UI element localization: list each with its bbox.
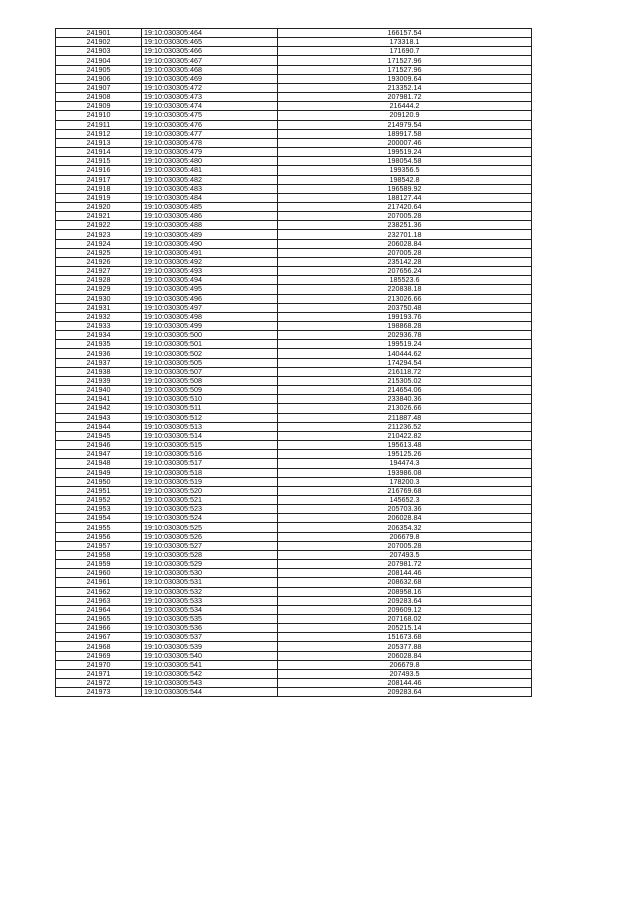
row-number-cell: 241963 (56, 596, 142, 605)
row-number-cell: 241904 (56, 56, 142, 65)
value-cell: 216118.72 (278, 367, 532, 376)
row-number-cell: 241933 (56, 322, 142, 331)
value-cell: 213026.66 (278, 404, 532, 413)
value-cell: 200007.46 (278, 138, 532, 147)
table-row (56, 175, 532, 184)
cadastral-number-cell: 19:10:030305:468 (142, 65, 278, 74)
cadastral-number-cell: 19:10:030305:478 (142, 138, 278, 147)
cadastral-number-cell: 19:10:030305:469 (142, 74, 278, 83)
cadastral-number-cell: 19:10:030305:481 (142, 166, 278, 175)
value-cell: 211236.52 (278, 422, 532, 431)
value-cell: 209283.64 (278, 688, 532, 697)
table-row (56, 441, 532, 450)
cadastral-number-cell: 19:10:030305:489 (142, 230, 278, 239)
value-cell: 174294.54 (278, 358, 532, 367)
table-row (56, 633, 532, 642)
value-cell: 215305.02 (278, 376, 532, 385)
cadastral-number-cell: 19:10:030305:480 (142, 157, 278, 166)
row-number-cell: 241969 (56, 651, 142, 660)
value-cell: 232701.18 (278, 230, 532, 239)
value-cell: 198868.28 (278, 322, 532, 331)
cadastral-number-cell: 19:10:030305:484 (142, 193, 278, 202)
value-cell: 208144.46 (278, 679, 532, 688)
row-number-cell: 241920 (56, 202, 142, 211)
row-number-cell: 241931 (56, 303, 142, 312)
row-number-cell: 241901 (56, 29, 142, 38)
cadastral-number-cell: 19:10:030305:512 (142, 413, 278, 422)
row-number-cell: 241915 (56, 157, 142, 166)
table-row (56, 138, 532, 147)
value-cell: 217420.64 (278, 202, 532, 211)
row-number-cell: 241949 (56, 468, 142, 477)
value-cell: 213352.14 (278, 83, 532, 92)
value-cell: 194474.3 (278, 459, 532, 468)
row-number-cell: 241950 (56, 477, 142, 486)
cadastral-number-cell: 19:10:030305:491 (142, 248, 278, 257)
table-row (56, 148, 532, 157)
value-cell: 203750.48 (278, 303, 532, 312)
table-row (56, 596, 532, 605)
row-number-cell: 241942 (56, 404, 142, 413)
cadastral-number-cell: 19:10:030305:466 (142, 47, 278, 56)
cadastral-number-cell: 19:10:030305:520 (142, 486, 278, 495)
row-number-cell: 241930 (56, 294, 142, 303)
cadastral-number-cell: 19:10:030305:543 (142, 679, 278, 688)
value-cell: 171527.96 (278, 56, 532, 65)
value-cell: 195613.48 (278, 441, 532, 450)
value-cell: 196589.92 (278, 184, 532, 193)
cadastral-number-cell: 19:10:030305:528 (142, 550, 278, 559)
value-cell: 171690.7 (278, 47, 532, 56)
row-number-cell: 241926 (56, 257, 142, 266)
cadastral-number-cell: 19:10:030305:513 (142, 422, 278, 431)
cadastral-number-cell: 19:10:030305:530 (142, 569, 278, 578)
table-row (56, 477, 532, 486)
cadastral-number-cell: 19:10:030305:476 (142, 120, 278, 129)
cadastral-number-cell: 19:10:030305:542 (142, 669, 278, 678)
row-number-cell: 241925 (56, 248, 142, 257)
table-row (56, 349, 532, 358)
value-cell: 205377.88 (278, 642, 532, 651)
table-row (56, 578, 532, 587)
row-number-cell: 241951 (56, 486, 142, 495)
row-number-cell: 241908 (56, 93, 142, 102)
table-row (56, 111, 532, 120)
value-cell: 214979.54 (278, 120, 532, 129)
table-row (56, 367, 532, 376)
table-row (56, 505, 532, 514)
value-cell: 220838.18 (278, 285, 532, 294)
row-number-cell: 241946 (56, 441, 142, 450)
cadastral-number-cell: 19:10:030305:485 (142, 202, 278, 211)
table-row (56, 312, 532, 321)
value-cell: 185523.6 (278, 276, 532, 285)
table-row (56, 376, 532, 385)
cadastral-number-cell: 19:10:030305:501 (142, 340, 278, 349)
row-number-cell: 241962 (56, 587, 142, 596)
cadastral-number-cell: 19:10:030305:496 (142, 294, 278, 303)
row-number-cell: 241956 (56, 532, 142, 541)
cadastral-number-cell: 19:10:030305:516 (142, 450, 278, 459)
row-number-cell: 241955 (56, 523, 142, 532)
cadastral-number-cell: 19:10:030305:515 (142, 441, 278, 450)
row-number-cell: 241912 (56, 129, 142, 138)
table-row (56, 102, 532, 111)
table-row (56, 431, 532, 440)
table-row (56, 514, 532, 523)
row-number-cell: 241903 (56, 47, 142, 56)
row-number-cell: 241932 (56, 312, 142, 321)
table-row (56, 56, 532, 65)
table-row (56, 303, 532, 312)
row-number-cell: 241919 (56, 193, 142, 202)
table-body (56, 29, 532, 697)
value-cell: 208958.16 (278, 587, 532, 596)
cadastral-number-cell: 19:10:030305:539 (142, 642, 278, 651)
cadastral-number-cell: 19:10:030305:475 (142, 111, 278, 120)
cadastral-number-cell: 19:10:030305:483 (142, 184, 278, 193)
value-cell: 207981.72 (278, 560, 532, 569)
row-number-cell: 241924 (56, 239, 142, 248)
table-row (56, 74, 532, 83)
table-row (56, 184, 532, 193)
value-cell: 207005.28 (278, 248, 532, 257)
table-row (56, 587, 532, 596)
cadastral-number-cell: 19:10:030305:525 (142, 523, 278, 532)
row-number-cell: 241940 (56, 386, 142, 395)
value-cell: 209609.12 (278, 605, 532, 614)
table-row (56, 560, 532, 569)
cadastral-number-cell: 19:10:030305:514 (142, 431, 278, 440)
value-cell: 207493.5 (278, 550, 532, 559)
table-row (56, 605, 532, 614)
cadastral-number-cell: 19:10:030305:473 (142, 93, 278, 102)
row-number-cell: 241954 (56, 514, 142, 523)
cadastral-number-cell: 19:10:030305:502 (142, 349, 278, 358)
cadastral-number-cell: 19:10:030305:532 (142, 587, 278, 596)
value-cell: 193009.64 (278, 74, 532, 83)
cadastral-number-cell: 19:10:030305:472 (142, 83, 278, 92)
table-row (56, 523, 532, 532)
value-cell: 207656.24 (278, 267, 532, 276)
cadastral-number-cell: 19:10:030305:497 (142, 303, 278, 312)
row-number-cell: 241960 (56, 569, 142, 578)
table-row (56, 331, 532, 340)
row-number-cell: 241928 (56, 276, 142, 285)
row-number-cell: 241905 (56, 65, 142, 74)
table-row (56, 688, 532, 697)
value-cell: 205215.14 (278, 624, 532, 633)
row-number-cell: 241958 (56, 550, 142, 559)
row-number-cell: 241944 (56, 422, 142, 431)
value-cell: 209120.9 (278, 111, 532, 120)
table-row (56, 248, 532, 257)
row-number-cell: 241961 (56, 578, 142, 587)
row-number-cell: 241952 (56, 495, 142, 504)
row-number-cell: 241968 (56, 642, 142, 651)
cadastral-number-cell: 19:10:030305:531 (142, 578, 278, 587)
row-number-cell: 241948 (56, 459, 142, 468)
table-row (56, 65, 532, 74)
table-row (56, 93, 532, 102)
row-number-cell: 241916 (56, 166, 142, 175)
value-cell: 140444.62 (278, 349, 532, 358)
cadastral-number-cell: 19:10:030305:465 (142, 38, 278, 47)
table-row (56, 550, 532, 559)
table-row (56, 230, 532, 239)
row-number-cell: 241964 (56, 605, 142, 614)
cadastral-number-cell: 19:10:030305:508 (142, 376, 278, 385)
value-cell: 151673.68 (278, 633, 532, 642)
cadastral-number-cell: 19:10:030305:488 (142, 221, 278, 230)
cadastral-number-cell: 19:10:030305:534 (142, 605, 278, 614)
value-cell: 214654.06 (278, 386, 532, 395)
row-number-cell: 241947 (56, 450, 142, 459)
row-number-cell: 241939 (56, 376, 142, 385)
cadastral-number-cell: 19:10:030305:494 (142, 276, 278, 285)
row-number-cell: 241936 (56, 349, 142, 358)
table-row (56, 120, 532, 129)
value-cell: 206028.84 (278, 239, 532, 248)
table-row (56, 624, 532, 633)
value-cell: 235142.28 (278, 257, 532, 266)
table-row (56, 285, 532, 294)
data-table (55, 28, 532, 697)
value-cell: 207005.28 (278, 541, 532, 550)
row-number-cell: 241937 (56, 358, 142, 367)
value-cell: 233840.36 (278, 395, 532, 404)
table-row (56, 413, 532, 422)
cadastral-number-cell: 19:10:030305:517 (142, 459, 278, 468)
value-cell: 199519.24 (278, 148, 532, 157)
row-number-cell: 241973 (56, 688, 142, 697)
table-row (56, 257, 532, 266)
cadastral-number-cell: 19:10:030305:544 (142, 688, 278, 697)
table-row (56, 679, 532, 688)
cadastral-number-cell: 19:10:030305:474 (142, 102, 278, 111)
cadastral-number-cell: 19:10:030305:482 (142, 175, 278, 184)
row-number-cell: 241945 (56, 431, 142, 440)
table-row (56, 83, 532, 92)
cadastral-number-cell: 19:10:030305:523 (142, 505, 278, 514)
value-cell: 198054.58 (278, 157, 532, 166)
value-cell: 207493.5 (278, 669, 532, 678)
row-number-cell: 241957 (56, 541, 142, 550)
row-number-cell: 241911 (56, 120, 142, 129)
table-row (56, 221, 532, 230)
table-row (56, 340, 532, 349)
row-number-cell: 241921 (56, 212, 142, 221)
row-number-cell: 241906 (56, 74, 142, 83)
row-number-cell: 241953 (56, 505, 142, 514)
table-row (56, 395, 532, 404)
row-number-cell: 241965 (56, 615, 142, 624)
cadastral-number-cell: 19:10:030305:529 (142, 560, 278, 569)
row-number-cell: 241917 (56, 175, 142, 184)
row-number-cell: 241923 (56, 230, 142, 239)
table-row (56, 422, 532, 431)
cadastral-number-cell: 19:10:030305:493 (142, 267, 278, 276)
table-row (56, 468, 532, 477)
cadastral-number-cell: 19:10:030305:490 (142, 239, 278, 248)
value-cell: 206028.84 (278, 651, 532, 660)
table-row (56, 651, 532, 660)
row-number-cell: 241970 (56, 660, 142, 669)
value-cell: 216444.2 (278, 102, 532, 111)
table-row (56, 322, 532, 331)
row-number-cell: 241938 (56, 367, 142, 376)
value-cell: 213026.66 (278, 294, 532, 303)
value-cell: 206354.32 (278, 523, 532, 532)
table-row (56, 276, 532, 285)
cadastral-number-cell: 19:10:030305:499 (142, 322, 278, 331)
value-cell: 206028.84 (278, 514, 532, 523)
table-row (56, 450, 532, 459)
value-cell: 189917.58 (278, 129, 532, 138)
cadastral-number-cell: 19:10:030305:527 (142, 541, 278, 550)
cadastral-number-cell: 19:10:030305:505 (142, 358, 278, 367)
cadastral-number-cell: 19:10:030305:498 (142, 312, 278, 321)
table-row (56, 615, 532, 624)
table-row (56, 660, 532, 669)
cadastral-number-cell: 19:10:030305:467 (142, 56, 278, 65)
cadastral-number-cell: 19:10:030305:518 (142, 468, 278, 477)
value-cell: 207005.28 (278, 212, 532, 221)
row-number-cell: 241909 (56, 102, 142, 111)
row-number-cell: 241918 (56, 184, 142, 193)
value-cell: 195125.26 (278, 450, 532, 459)
table-row (56, 358, 532, 367)
table-row (56, 47, 532, 56)
row-number-cell: 241943 (56, 413, 142, 422)
value-cell: 205703.36 (278, 505, 532, 514)
row-number-cell: 241922 (56, 221, 142, 230)
cadastral-number-cell: 19:10:030305:495 (142, 285, 278, 294)
value-cell: 178200.3 (278, 477, 532, 486)
value-cell: 199193.76 (278, 312, 532, 321)
table-row (56, 29, 532, 38)
cadastral-number-cell: 19:10:030305:464 (142, 29, 278, 38)
cadastral-number-cell: 19:10:030305:533 (142, 596, 278, 605)
table-row (56, 386, 532, 395)
cadastral-number-cell: 19:10:030305:519 (142, 477, 278, 486)
row-number-cell: 241927 (56, 267, 142, 276)
table-row (56, 239, 532, 248)
table-row (56, 267, 532, 276)
value-cell: 199519.24 (278, 340, 532, 349)
value-cell: 209283.64 (278, 596, 532, 605)
row-number-cell: 241941 (56, 395, 142, 404)
cadastral-number-cell: 19:10:030305:486 (142, 212, 278, 221)
value-cell: 207168.02 (278, 615, 532, 624)
value-cell: 210422.82 (278, 431, 532, 440)
row-number-cell: 241971 (56, 669, 142, 678)
cadastral-number-cell: 19:10:030305:537 (142, 633, 278, 642)
table-row (56, 404, 532, 413)
cadastral-number-cell: 19:10:030305:500 (142, 331, 278, 340)
table-row (56, 166, 532, 175)
table-row (56, 495, 532, 504)
table-row (56, 459, 532, 468)
cadastral-number-cell: 19:10:030305:521 (142, 495, 278, 504)
row-number-cell: 241934 (56, 331, 142, 340)
row-number-cell: 241966 (56, 624, 142, 633)
value-cell: 193986.08 (278, 468, 532, 477)
value-cell: 207981.72 (278, 93, 532, 102)
cadastral-number-cell: 19:10:030305:526 (142, 532, 278, 541)
cadastral-number-cell: 19:10:030305:509 (142, 386, 278, 395)
table-row (56, 38, 532, 47)
value-cell: 206679.8 (278, 532, 532, 541)
table-row (56, 129, 532, 138)
row-number-cell: 241907 (56, 83, 142, 92)
value-cell: 216769.68 (278, 486, 532, 495)
row-number-cell: 241967 (56, 633, 142, 642)
table-row (56, 532, 532, 541)
cadastral-number-cell: 19:10:030305:510 (142, 395, 278, 404)
table-row (56, 569, 532, 578)
value-cell: 188127.44 (278, 193, 532, 202)
table-row (56, 157, 532, 166)
table-row (56, 294, 532, 303)
row-number-cell: 241902 (56, 38, 142, 47)
value-cell: 173318.1 (278, 38, 532, 47)
cadastral-number-cell: 19:10:030305:477 (142, 129, 278, 138)
table-row (56, 202, 532, 211)
cadastral-number-cell: 19:10:030305:511 (142, 404, 278, 413)
value-cell: 199356.5 (278, 166, 532, 175)
table-row (56, 486, 532, 495)
value-cell: 171527.96 (278, 65, 532, 74)
cadastral-number-cell: 19:10:030305:492 (142, 257, 278, 266)
value-cell: 145652.3 (278, 495, 532, 504)
table-row (56, 642, 532, 651)
cadastral-number-cell: 19:10:030305:535 (142, 615, 278, 624)
table-row (56, 193, 532, 202)
value-cell: 238251.36 (278, 221, 532, 230)
row-number-cell: 241913 (56, 138, 142, 147)
table-row (56, 669, 532, 678)
cadastral-number-cell: 19:10:030305:541 (142, 660, 278, 669)
row-number-cell: 241935 (56, 340, 142, 349)
table-row (56, 541, 532, 550)
table-row (56, 212, 532, 221)
value-cell: 166157.54 (278, 29, 532, 38)
cadastral-number-cell: 19:10:030305:536 (142, 624, 278, 633)
value-cell: 208144.46 (278, 569, 532, 578)
value-cell: 206679.8 (278, 660, 532, 669)
value-cell: 198542.8 (278, 175, 532, 184)
row-number-cell: 241929 (56, 285, 142, 294)
row-number-cell: 241972 (56, 679, 142, 688)
cadastral-number-cell: 19:10:030305:540 (142, 651, 278, 660)
row-number-cell: 241959 (56, 560, 142, 569)
value-cell: 211887.48 (278, 413, 532, 422)
value-cell: 208632.68 (278, 578, 532, 587)
cadastral-number-cell: 19:10:030305:524 (142, 514, 278, 523)
cadastral-number-cell: 19:10:030305:479 (142, 148, 278, 157)
cadastral-number-cell: 19:10:030305:507 (142, 367, 278, 376)
row-number-cell: 241914 (56, 148, 142, 157)
value-cell: 202936.78 (278, 331, 532, 340)
row-number-cell: 241910 (56, 111, 142, 120)
